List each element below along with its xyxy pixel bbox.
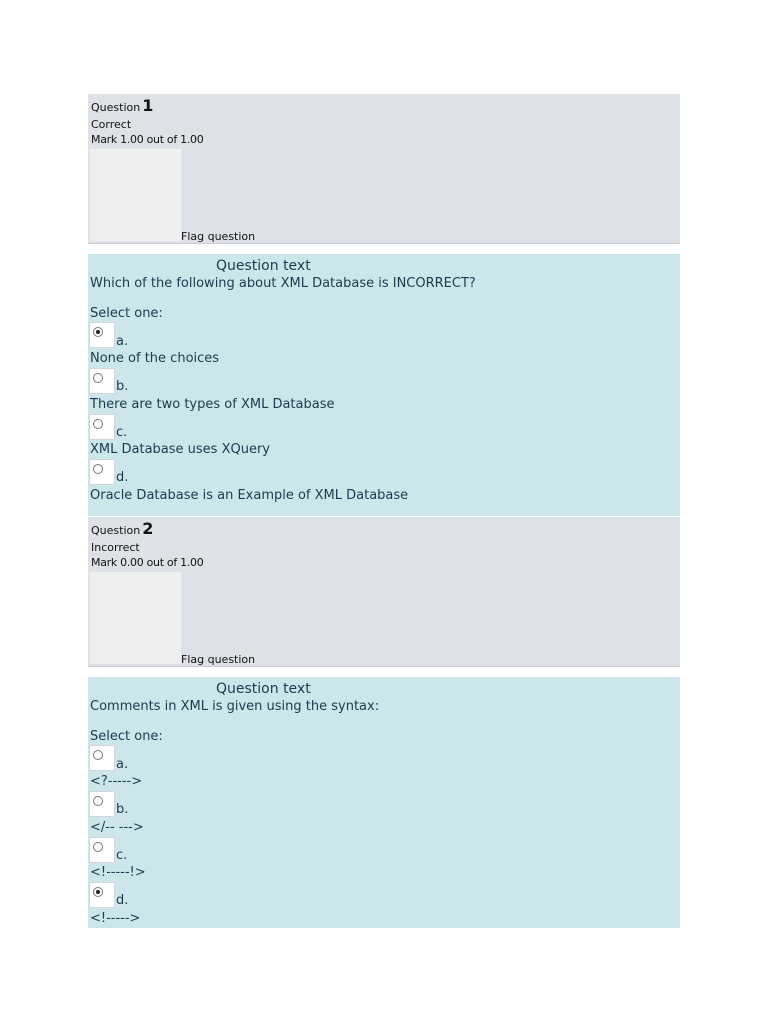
question-text: Comments in XML is given using the syntax: xyxy=(90,699,380,714)
question-1-content xyxy=(88,254,680,516)
answer-radio-a[interactable] xyxy=(89,745,115,771)
question-text-heading: Question text xyxy=(216,258,311,274)
answer-letter: d. xyxy=(116,470,129,485)
question-1-info xyxy=(88,94,680,244)
question-text: Which of the following about XML Database is INCORRECT? xyxy=(90,276,476,291)
flag-icon[interactable] xyxy=(90,149,182,241)
answer-radio-b[interactable] xyxy=(89,791,115,817)
radio-unchecked-icon xyxy=(93,373,103,383)
flag-icon[interactable] xyxy=(90,572,182,664)
flag-question-link[interactable]: Flag question xyxy=(181,230,256,243)
answer-radio-d[interactable] xyxy=(89,882,115,908)
question-number: Question 1 xyxy=(91,96,154,115)
select-one-prompt: Select one: xyxy=(90,729,163,744)
question-grade: Mark 0.00 out of 1.00 xyxy=(91,556,204,569)
select-one-prompt: Select one: xyxy=(90,306,163,321)
question-state: Incorrect xyxy=(91,541,140,554)
answer-label[interactable]: XML Database uses XQuery xyxy=(90,442,270,457)
answer-label[interactable]: <!-----!> xyxy=(90,865,146,880)
radio-checked-icon xyxy=(93,887,103,897)
question-2-content xyxy=(88,677,680,928)
radio-checked-icon xyxy=(93,327,103,337)
answer-radio-d[interactable] xyxy=(89,459,115,485)
answer-letter: a. xyxy=(116,334,129,349)
answer-letter: c. xyxy=(116,848,128,863)
answer-label[interactable]: Oracle Database is an Example of XML Database xyxy=(90,488,409,503)
answer-radio-c[interactable] xyxy=(89,837,115,863)
answer-letter: a. xyxy=(116,757,129,772)
radio-unchecked-icon xyxy=(93,750,103,760)
answer-letter: d. xyxy=(116,893,129,908)
answer-letter: b. xyxy=(116,379,129,394)
answer-label[interactable]: None of the choices xyxy=(90,351,220,366)
radio-unchecked-icon xyxy=(93,842,103,852)
question-2-info xyxy=(88,517,680,667)
answer-letter: b. xyxy=(116,802,129,817)
answer-label[interactable]: </-- ---> xyxy=(90,820,144,835)
answer-label[interactable]: <?-----> xyxy=(90,774,143,789)
answer-radio-b[interactable] xyxy=(89,368,115,394)
answer-label[interactable]: <!-----> xyxy=(90,911,141,926)
answer-letter: c. xyxy=(116,425,128,440)
radio-unchecked-icon xyxy=(93,796,103,806)
question-state: Correct xyxy=(91,118,132,131)
answer-radio-c[interactable] xyxy=(89,414,115,440)
answer-radio-a[interactable] xyxy=(89,322,115,348)
question-number: Question 2 xyxy=(91,519,154,538)
radio-unchecked-icon xyxy=(93,419,103,429)
question-number-value: 2 xyxy=(142,519,154,538)
question-grade: Mark 1.00 out of 1.00 xyxy=(91,133,204,146)
radio-unchecked-icon xyxy=(93,464,103,474)
flag-question-link[interactable]: Flag question xyxy=(181,653,256,666)
question-number-value: 1 xyxy=(142,96,154,115)
question-text-heading: Question text xyxy=(216,681,311,697)
answer-label[interactable]: There are two types of XML Database xyxy=(90,397,335,412)
